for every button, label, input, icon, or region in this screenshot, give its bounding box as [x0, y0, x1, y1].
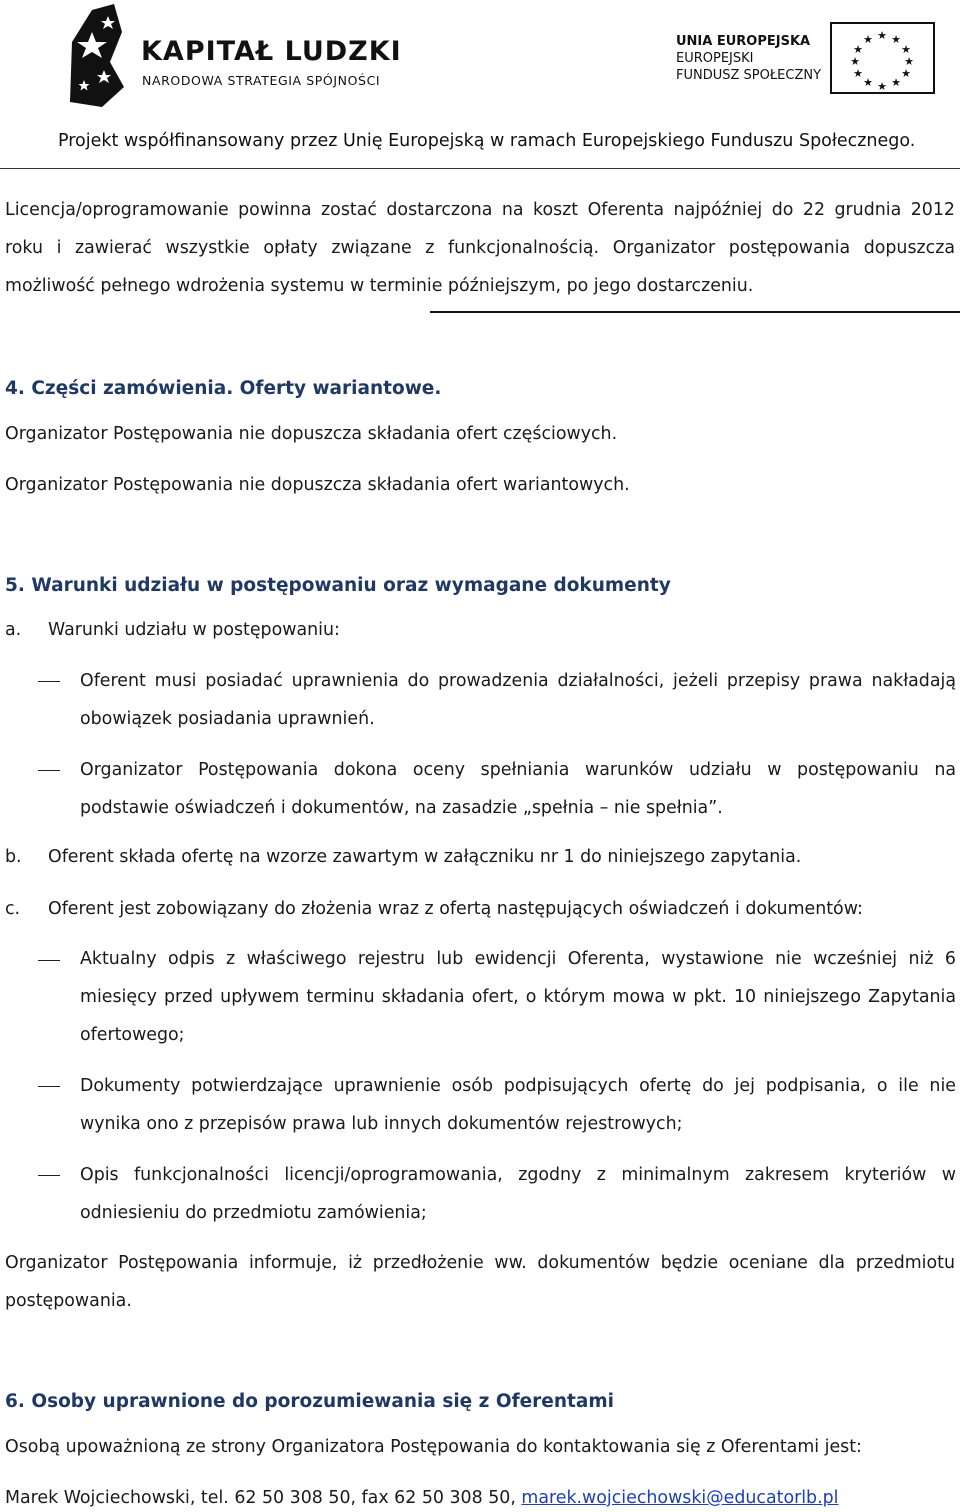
svg-text:★: ★ [877, 29, 887, 42]
section-4-line-1: Organizator Postępowania nie dopuszcza składania ofert częściowych. [5, 424, 618, 444]
svg-text:★: ★ [850, 55, 860, 68]
section-divider [430, 311, 960, 313]
item-c-text: Oferent jest zobowiązany do złożenia wraz z ofertą następujących oświadczeń i dokumentów: [48, 899, 863, 919]
item-a-label: a. [5, 620, 22, 640]
item-b-label: b. [5, 847, 22, 867]
eu-line-2: EUROPEJSKI [676, 51, 754, 66]
item-c-bullet-2: Dokumenty potwierdzające uprawnienie osób podpisujących ofertę do jej podpisania, o ile nie wynika ono z przepisów prawa lub innych dokumentów rejestrowych; [80, 1076, 956, 1134]
kapital-ludzki-logo [62, 2, 132, 110]
svg-text:★: ★ [891, 33, 901, 46]
dash-bullet [38, 960, 60, 961]
svg-text:★: ★ [891, 76, 901, 89]
item-a-text: Warunki udziału w postępowaniu: [48, 620, 340, 640]
dash-bullet [38, 681, 60, 682]
kapital-ludzki-title: KAPITAŁ LUDZKI [141, 36, 402, 67]
intro-paragraph: Licencja/oprogramowanie powinna zostać dostarczona na koszt Oferenta najpóźniej do 22 grudnia 2012 roku i zawierać wszystkie opłaty związane z funkcjonalnością. Organizator postępowania dopuszcza możliwość pełnego wdrożenia systemu w terminie późniejszym, po jego dostarczeniu. [5, 200, 955, 296]
eu-line-3: FUNDUSZ SPOŁECZNY [676, 68, 822, 83]
section-4-heading: 4. Części zamówienia. Oferty wariantowe. [5, 378, 442, 399]
contact-email-link[interactable]: marek.wojciechowski@educatorlb.pl [521, 1488, 839, 1508]
header-divider [0, 168, 960, 169]
svg-text:★: ★ [853, 43, 863, 56]
item-a-bullet-2: Organizator Postępowania dokona oceny spełniania warunków udziału w postępowaniu na podstawie oświadczeń i dokumentów, na zasadzie „spełnia – nie spełnia”. [80, 760, 956, 818]
item-b-text: Oferent składa ofertę na wzorze zawartym w załączniku nr 1 do niniejszego zapytania. [48, 847, 802, 867]
dash-bullet [38, 1086, 60, 1087]
svg-text:★: ★ [877, 80, 887, 93]
item-c-bullet-1: Aktualny odpis z właściwego rejestru lub ewidencji Oferenta, wystawione nie wcześniej niż 6 miesięcy przed upływem terminu składania ofert, o którym mowa w pkt. 10 niniejszego Zapytania ofertowego; [80, 949, 956, 1045]
section-4-line-2: Organizator Postępowania nie dopuszcza składania ofert wariantowych. [5, 475, 630, 495]
svg-text:★: ★ [901, 67, 911, 80]
project-cofinancing-note: Projekt współfinansowany przez Unię Europejską w ramach Europejskiego Funduszu Społecznego. [58, 131, 916, 151]
svg-text:★: ★ [853, 67, 863, 80]
kapital-ludzki-subtitle: NARODOWA STRATEGIA SPÓJNOŚCI [142, 73, 381, 88]
section-5-heading: 5. Warunki udziału w postępowaniu oraz wymagane dokumenty [5, 575, 671, 596]
svg-text:★: ★ [904, 55, 914, 68]
eu-fund-label [676, 33, 821, 84]
item-c-bullet-3: Opis funkcjonalności licencji/oprogramowania, zgodny z minimalnym zakresem kryteriów w odniesieniu do przedmiotu zamówienia; [80, 1165, 956, 1223]
section-6-heading: 6. Osoby uprawnione do porozumiewania się z Oferentami [5, 1391, 614, 1412]
item-c-label: c. [5, 899, 21, 919]
svg-text:★: ★ [863, 33, 873, 46]
eu-line-1: UNIA EUROPEJSKA [676, 34, 811, 49]
section-6-line-1: Osobą upoważnioną ze strony Organizatora Postępowania do kontaktowania się z Oferentami jest: [5, 1437, 862, 1457]
svg-text:★: ★ [863, 76, 873, 89]
contact-line [5, 1488, 839, 1508]
dash-bullet [38, 1175, 60, 1176]
svg-text:★: ★ [901, 43, 911, 56]
dash-bullet [38, 770, 60, 771]
item-a-bullet-1: Oferent musi posiadać uprawnienia do prowadzenia działalności, jeżeli przepisy prawa nakładają obowiązek posiadania uprawnień. [80, 671, 956, 729]
eu-flag-icon [830, 22, 935, 94]
contact-details: Marek Wojciechowski, tel. 62 50 308 50, fax 62 50 308 50, [5, 1488, 522, 1508]
section-5-closing: Organizator Postępowania informuje, iż przedłożenie ww. dokumentów będzie oceniane dla przedmiotu postępowania. [5, 1253, 955, 1311]
